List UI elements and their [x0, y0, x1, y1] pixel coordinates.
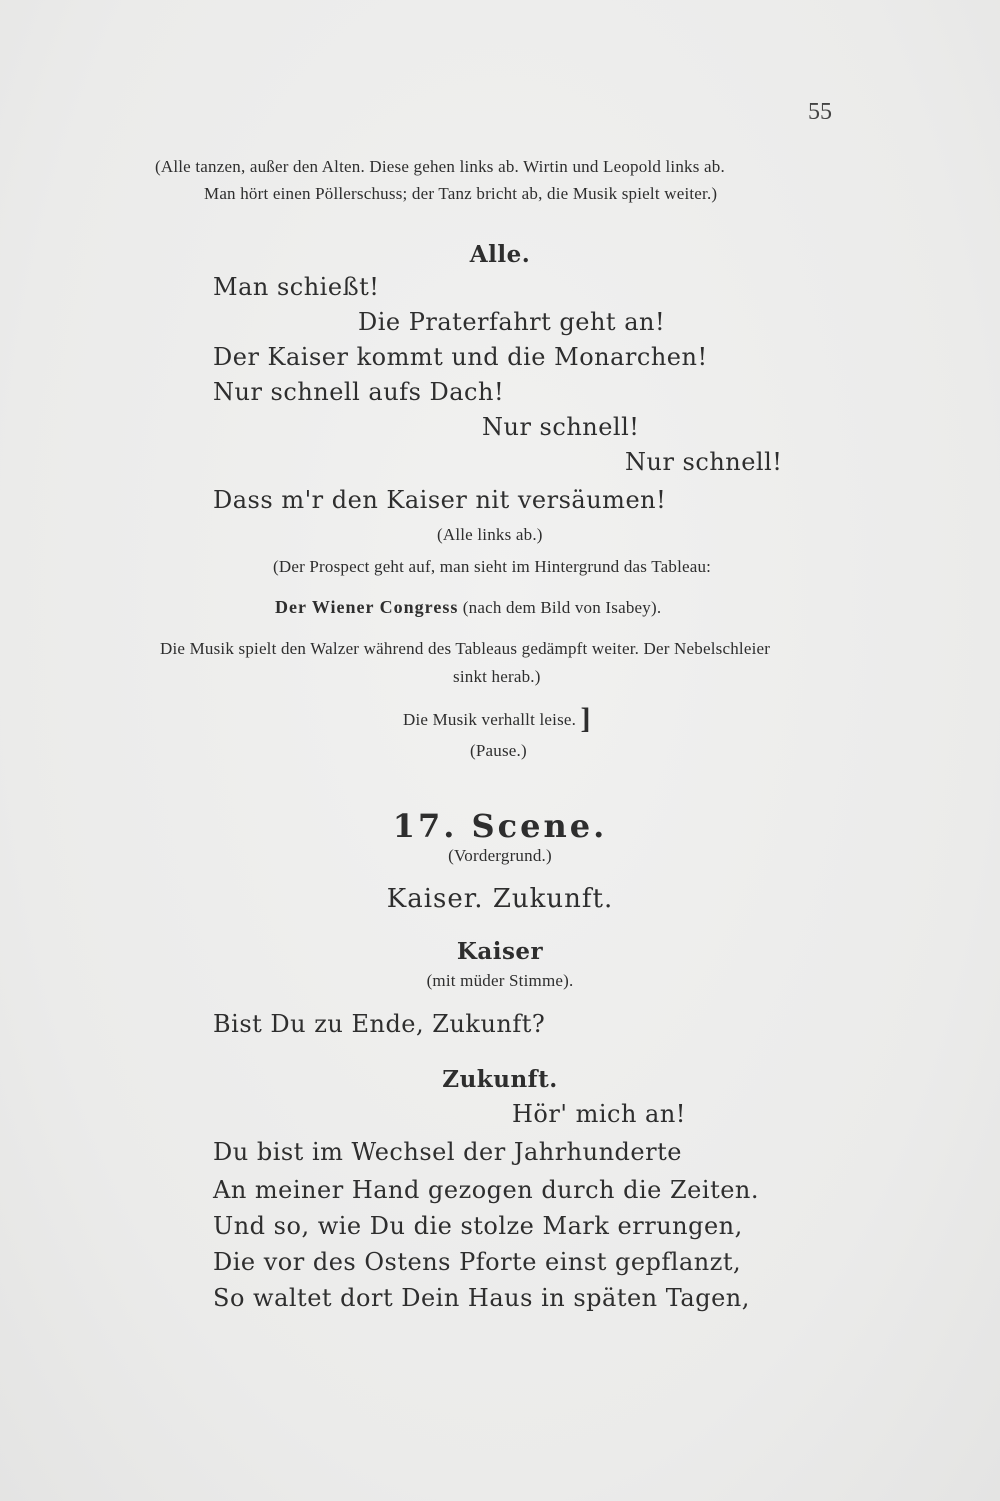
stage-direction: (Der Prospect geht auf, man sieht im Hintergrund das Tableau:: [273, 557, 712, 576]
musik-verhallt-text: Die Musik verhallt leise.: [403, 710, 577, 729]
scene-persons: Kaiser. Zukunft.: [386, 884, 614, 914]
stage-direction-line: (Alle tanzen, außer den Alten. Diese gehen links ab. Wirtin und Leopold links ab.: [155, 157, 725, 176]
verse-line: Nur schnell aufs Dach!: [213, 378, 505, 406]
stage-direction: (Pause.): [470, 741, 527, 760]
verse-line: Du bist im Wechsel der Jahrhunderte: [213, 1138, 682, 1166]
speaker-kaiser: Kaiser: [456, 938, 544, 965]
page-number: 55: [808, 99, 832, 125]
verse-line: So waltet dort Dein Haus in späten Tagen,: [213, 1284, 750, 1312]
verse-line: Dass m'r den Kaiser nit versäumen!: [213, 486, 667, 514]
stage-direction-line: Die Musik spielt den Walzer während des Tableaus gedämpft weiter. Der Nebelschleier: [160, 639, 771, 658]
verse-line: Man schießt!: [213, 273, 380, 301]
verse-line: Hör' mich an!: [512, 1100, 686, 1128]
verse-line: Und so, wie Du die stolze Mark errungen,: [213, 1212, 743, 1240]
tableau-title: Der Wiener Congress: [275, 597, 459, 617]
verse-line: Nur schnell!: [625, 448, 783, 476]
tableau-line: [275, 598, 661, 616]
verse-line: An meiner Hand gezogen durch die Zeiten.: [213, 1176, 759, 1204]
speaker-zukunft: Zukunft.: [442, 1066, 558, 1093]
verse-line: Der Kaiser kommt und die Monarchen!: [213, 343, 708, 371]
scene-title: 17. Scene.: [392, 807, 608, 845]
stage-direction-line: Man hört einen Pöllerschuss; der Tanz bricht ab, die Musik spielt weiter.): [204, 184, 718, 203]
verse-line: Die vor des Ostens Pforte einst gepflanzt,: [213, 1248, 742, 1276]
scene-location: (Vordergrund.): [448, 846, 552, 865]
verse-line: Die Praterfahrt geht an!: [358, 308, 666, 336]
stage-direction: (Alle links ab.): [437, 525, 543, 544]
tableau-note: (nach dem Bild von Isabey).: [462, 598, 662, 617]
speaker-alle: Alle.: [469, 241, 531, 268]
closing-bracket: ]: [580, 702, 591, 735]
verse-line: Nur schnell!: [482, 413, 640, 441]
speaker-direction: (mit müder Stimme).: [426, 971, 574, 990]
stage-direction-line: sinkt herab.): [453, 667, 541, 686]
stage-direction-line: [403, 704, 591, 734]
verse-line: Bist Du zu Ende, Zukunft?: [213, 1010, 546, 1038]
